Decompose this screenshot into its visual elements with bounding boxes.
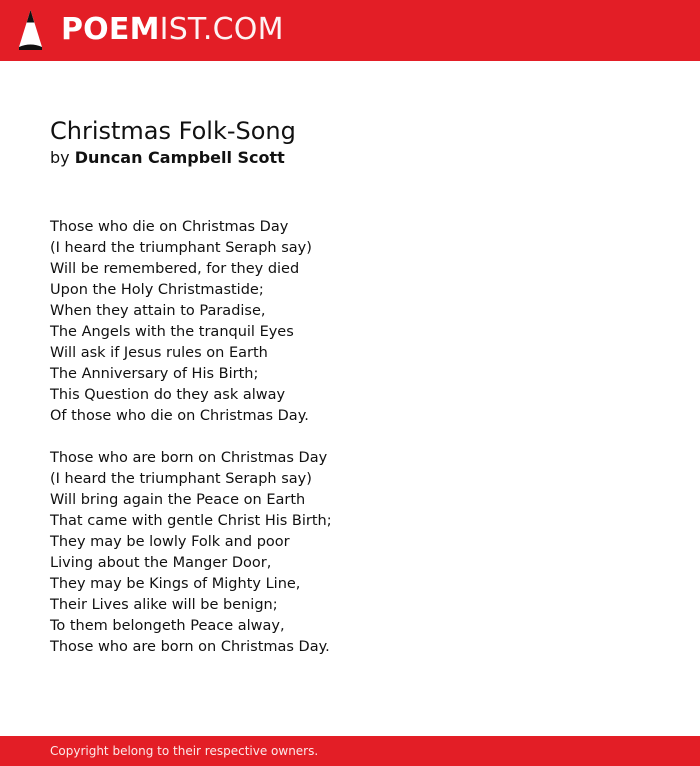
poem-line: When they attain to Paradise,	[50, 303, 266, 319]
poem-line: Those who are born on Christmas Day.	[50, 639, 330, 655]
poem-line: Those who are born on Christmas Day	[50, 450, 328, 466]
poem-line: The Angels with the tranquil Eyes	[50, 324, 294, 340]
byline-prefix: by	[50, 148, 70, 167]
poem-line: This Question do they ask alway	[50, 387, 286, 403]
site-footer	[0, 736, 700, 766]
poem-line: Those who die on Christmas Day	[50, 219, 289, 235]
logo-text	[61, 9, 284, 51]
site-logo[interactable]	[18, 9, 284, 51]
poem-content	[50, 116, 650, 679]
poem-line: They may be Kings of Mighty Line,	[50, 576, 301, 592]
poem-line: They may be lowly Folk and poor	[50, 534, 290, 550]
poem-line: The Anniversary of His Birth;	[50, 366, 259, 382]
poem-author: Duncan Campbell Scott	[74, 148, 285, 167]
poem-byline	[50, 147, 650, 169]
stanza-2	[50, 448, 650, 658]
pencil-tip-icon	[18, 9, 43, 51]
poem-line: Will be remembered, for they died	[50, 261, 300, 277]
poem-line: Upon the Holy Christmastide;	[50, 282, 264, 298]
poem-body	[50, 217, 650, 658]
poem-line: (I heard the triumphant Seraph say)	[50, 240, 312, 256]
poem-line: To them belongeth Peace alway,	[50, 618, 285, 634]
logo-text-thin: IST.COM	[159, 12, 284, 47]
poem-line: Living about the Manger Door,	[50, 555, 272, 571]
logo-text-bold: POEM	[61, 12, 160, 47]
stanza-1	[50, 217, 650, 427]
poem-line: Their Lives alike will be benign;	[50, 597, 278, 613]
poem-line: (I heard the triumphant Seraph say)	[50, 471, 312, 487]
poem-line: Will bring again the Peace on Earth	[50, 492, 306, 508]
site-header	[0, 0, 700, 61]
copyright-text: Copyright belong to their respective owners.	[50, 744, 319, 758]
poem-title: Christmas Folk-Song	[50, 117, 296, 145]
poem-line: That came with gentle Christ His Birth;	[50, 513, 332, 529]
poem-line: Of those who die on Christmas Day.	[50, 408, 309, 424]
poem-line: Will ask if Jesus rules on Earth	[50, 345, 268, 361]
